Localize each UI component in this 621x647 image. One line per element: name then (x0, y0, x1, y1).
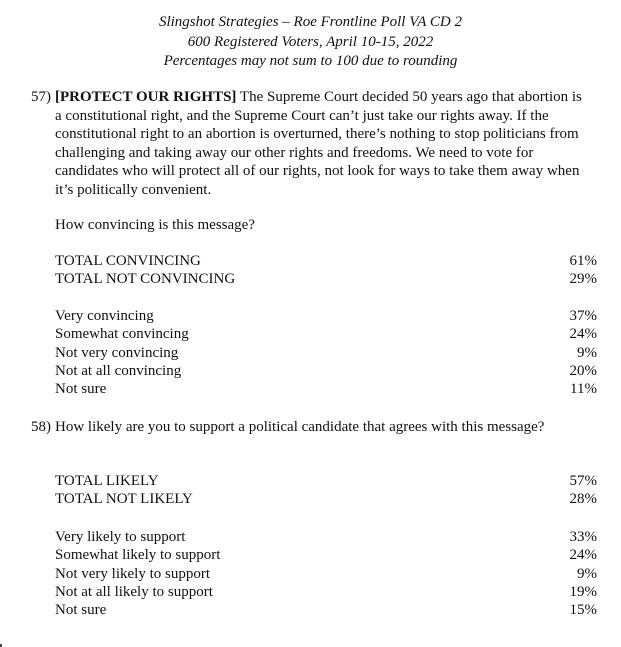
result-row (55, 528, 597, 546)
result-row (55, 583, 597, 601)
result-label: TOTAL CONVINCING (55, 253, 201, 269)
result-percent: 19% (569, 583, 597, 600)
result-row (55, 546, 597, 564)
result-label: Very convincing (55, 308, 154, 324)
result-percent: 9% (577, 565, 597, 582)
result-percent: 9% (577, 344, 597, 361)
result-row (55, 472, 597, 490)
result-label: TOTAL NOT LIKELY (55, 491, 193, 508)
question-57-number: 57) (31, 89, 51, 105)
result-row (55, 601, 597, 619)
result-percent: 33% (569, 529, 597, 545)
question-57-totals (55, 252, 597, 289)
question-57-text (55, 88, 590, 199)
question-57-body: The Supreme Court decided 50 years ago that abortion is a constitutional right, and the Supreme Court can’t just take our rights away. If the constitutional right to an abortion is overturned, there’s nothing to stop politicians from challenging and taking away our other rights and freedoms. We need to vote for candidates who will protect all of our rights, not look for ways to take them away when it’s politically convenient. (55, 89, 582, 198)
header-sample-info: 600 Registered Voters, April 10-15, 2022 (187, 33, 434, 50)
result-percent: 57% (569, 473, 597, 489)
question-58-responses (55, 528, 597, 619)
question-58-totals (55, 472, 597, 509)
result-row (55, 565, 597, 583)
result-label: Not at all likely to support (55, 583, 213, 600)
result-label: Not sure (55, 381, 107, 398)
result-row (55, 344, 597, 362)
result-row (55, 270, 597, 288)
result-percent: 15% (569, 602, 597, 619)
result-label: Not at all convincing (55, 362, 182, 379)
result-label: Not very convincing (55, 344, 179, 361)
result-row (55, 490, 597, 508)
question-57-responses (55, 307, 597, 398)
result-percent: 24% (569, 326, 597, 343)
result-row (55, 307, 597, 325)
result-percent: 11% (570, 381, 597, 398)
result-percent: 37% (569, 308, 597, 324)
result-label: Not sure (55, 602, 107, 619)
result-percent: 61% (569, 253, 597, 269)
result-label: Not very likely to support (55, 565, 210, 582)
result-percent: 28% (569, 491, 597, 508)
result-row (55, 325, 597, 343)
result-percent: 20% (569, 362, 597, 379)
header-rounding-note: Percentages may not sum to 100 due to rounding (163, 53, 458, 69)
result-label: TOTAL LIKELY (55, 473, 159, 489)
question-57-prompt: How convincing is this message? (55, 217, 255, 233)
question-57-title: [PROTECT OUR RIGHTS] (55, 89, 237, 105)
result-percent: 24% (569, 547, 597, 564)
result-label: TOTAL NOT CONVINCING (55, 271, 236, 288)
result-row (55, 380, 597, 398)
question-58-number: 58) (31, 419, 51, 435)
result-label: Very likely to support (55, 529, 186, 545)
question-58-text: How likely are you to support a political candidate that agrees with this message? (55, 419, 545, 435)
result-row (55, 252, 597, 270)
result-percent: 29% (569, 271, 597, 288)
document-header (0, 13, 621, 72)
result-label: Somewhat convincing (55, 326, 189, 343)
result-row (55, 362, 597, 380)
result-label: Somewhat likely to support (55, 547, 221, 564)
header-title: Slingshot Strategies – Roe Frontline Poll VA CD 2 (158, 14, 463, 30)
